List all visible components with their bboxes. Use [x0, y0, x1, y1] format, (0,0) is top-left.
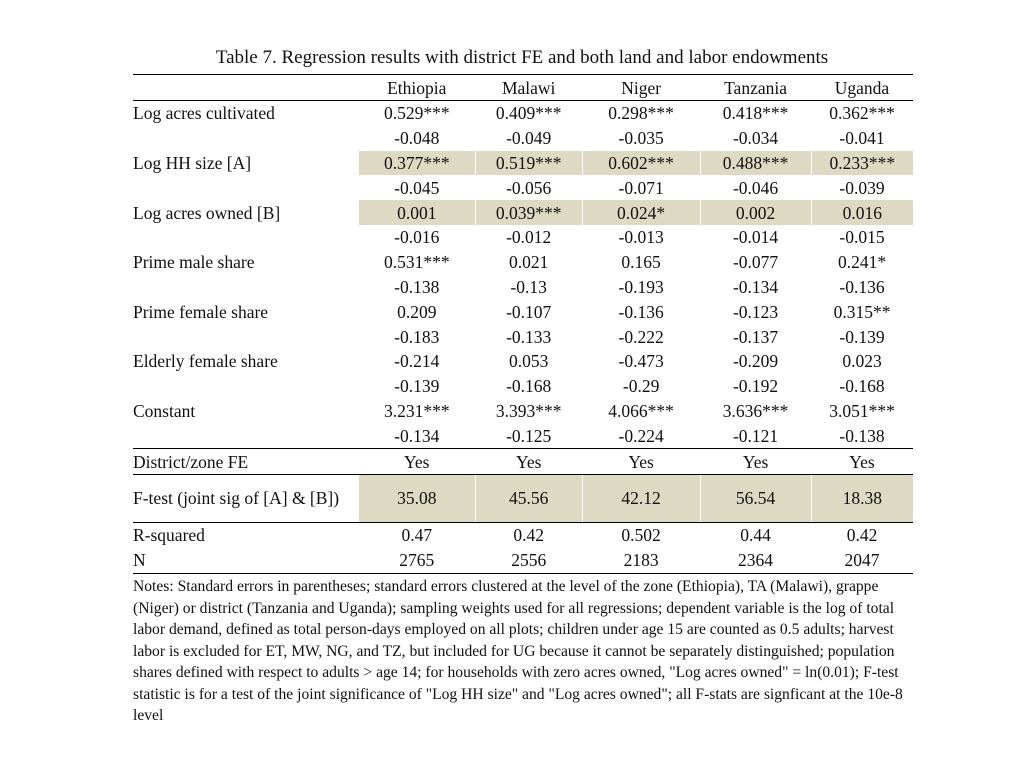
table-cell: -0.168: [506, 376, 552, 397]
table-cell: 0.315**: [833, 301, 891, 322]
table-cell: 0.47: [401, 525, 433, 546]
table-cell: -0.121: [700, 423, 811, 448]
table-cell: -0.071: [618, 177, 664, 198]
table-cell: -0.134: [732, 276, 779, 297]
table-cell: -0.046: [732, 177, 779, 198]
table-row: [133, 474, 913, 522]
table-cell: 0.44: [740, 525, 771, 546]
table-cell: 0.023: [842, 351, 882, 372]
table-cell: -0.224: [582, 423, 700, 448]
table-row: [133, 449, 913, 475]
table-cell: Yes: [358, 449, 475, 475]
table-cell: 3.636***: [722, 400, 789, 421]
table-cell: -0.056: [506, 177, 552, 198]
table-cell: 0.488***: [700, 151, 811, 176]
table-cell: -0.034: [732, 128, 779, 149]
table-row: [133, 349, 913, 374]
table-cell: 0.001: [358, 200, 475, 225]
table-cell: 2556: [475, 548, 582, 573]
header-stub: [133, 75, 358, 101]
table-cell: -0.183: [394, 326, 440, 347]
table-cell: -0.077: [732, 252, 779, 273]
table-cell: 3.393***: [495, 400, 562, 421]
row-label: [133, 423, 358, 448]
row-label: [133, 175, 358, 200]
table-cell: 2765: [358, 548, 475, 573]
table-row: [133, 126, 913, 151]
table-cell: 42.12: [582, 474, 700, 522]
table-cell: 0.602***: [582, 151, 700, 176]
table-cell: 0.42: [846, 525, 878, 546]
table-cell: 0.039***: [475, 200, 582, 225]
table-cell: 0.002: [700, 200, 811, 225]
table-cell: -0.107: [506, 301, 552, 322]
table-cell: -0.015: [839, 227, 885, 248]
table-cell: 2364: [700, 548, 811, 573]
table-cell: -0.139: [394, 376, 440, 397]
table-cell: 0.502: [621, 525, 661, 546]
table-cell: -0.136: [839, 276, 885, 297]
table-cell: -0.138: [811, 423, 913, 448]
column-header: Tanzania: [700, 75, 811, 101]
table-cell: 0.024*: [582, 200, 700, 225]
table-cell: -0.123: [732, 301, 779, 322]
table-cell: -0.214: [394, 351, 440, 372]
table-cell: -0.134: [358, 423, 475, 448]
table-cell: -0.045: [394, 177, 440, 198]
row-label: Log acres owned [B]: [133, 202, 281, 223]
table-cell: 56.54: [700, 474, 811, 522]
table-cell: 0.377***: [358, 151, 475, 176]
table-cell: 0.529***: [383, 103, 450, 124]
row-label: Log acres cultivated: [133, 103, 275, 124]
table-cell: 0.42: [513, 525, 544, 546]
table-title: Table 7. Regression results with district FE and both land and labor endowments: [215, 47, 829, 68]
table-cell: 0.053: [509, 351, 549, 372]
row-label: [133, 324, 358, 349]
row-label: Prime male share: [133, 252, 255, 273]
table-row: [133, 151, 913, 176]
table-cell: -0.041: [839, 128, 885, 149]
table-cell: -0.192: [732, 376, 779, 397]
column-header: Uganda: [811, 75, 913, 101]
table-row: [133, 548, 913, 573]
table-cell: -0.193: [618, 276, 664, 297]
table-row: [133, 399, 913, 424]
row-label: R-squared: [133, 525, 205, 546]
table-cell: Yes: [811, 449, 913, 475]
table-cell: -0.016: [394, 227, 440, 248]
table-cell: Yes: [475, 449, 582, 475]
header-row: [133, 75, 913, 101]
table-cell: -0.049: [506, 128, 552, 149]
row-label: [133, 225, 358, 250]
table-row: [133, 522, 913, 547]
row-label: Log HH size [A]: [133, 152, 252, 173]
table-cell: -0.222: [618, 326, 664, 347]
table-cell: 4.066***: [608, 400, 674, 421]
row-label: [133, 275, 358, 300]
table-row: [133, 275, 913, 300]
table-cell: 0.418***: [722, 103, 789, 124]
table-cell: 0.209: [397, 301, 437, 322]
table-cell: 0.519***: [475, 151, 582, 176]
table-cell: 0.165: [621, 252, 661, 273]
table-notes: Notes: Standard errors in parentheses; standard errors clustered at the level of the zone (Ethiopia), TA (Malawi), grappe (Niger) or district (Tanzania and Uganda); sampling weights used for all regressions; dependent variable is the log of total labor demand, defined as total person-days employed on all plots; children under age 15 are counted as 0.5 adults; harvest labor is excluded for ET, MW, NG, and TZ, but included for UG because it cannot be separately distinguished; population shares defined with respect to adults > age 14; for households with zero acres owned, "Log acres owned" = ln(0.01); F-test statistic is for a test of the joint significance of "Log HH size" and "Log acres owned"; all F-stats are signficant at the 10e-8 level: [133, 578, 903, 724]
table-cell: 45.56: [475, 474, 582, 522]
table-cell: -0.13: [510, 276, 547, 297]
column-header: Ethiopia: [358, 75, 475, 101]
table-cell: -0.209: [732, 351, 779, 372]
table-cell: -0.138: [394, 276, 440, 297]
row-label: Elderly female share: [133, 351, 278, 372]
table-cell: 0.298***: [608, 103, 674, 124]
table-cell: Yes: [582, 449, 700, 475]
table-cell: -0.29: [622, 376, 660, 397]
column-header: Malawi: [475, 75, 582, 101]
table-cell: 18.38: [811, 474, 913, 522]
row-label: Prime female share: [133, 301, 269, 322]
row-label: F-test (joint sig of [A] & [B]): [133, 474, 358, 522]
table-cell: 0.241*: [837, 252, 887, 273]
table-row: [133, 101, 913, 126]
table-cell: -0.133: [506, 326, 552, 347]
table-row: [133, 423, 913, 448]
table-cell: -0.125: [475, 423, 582, 448]
table-row: [133, 200, 913, 225]
table-cell: -0.048: [394, 128, 440, 149]
table-row: [133, 175, 913, 200]
table-row: [133, 225, 913, 250]
table-cell: 2047: [811, 548, 913, 573]
table-cell: 3.231***: [383, 400, 450, 421]
row-label: N: [133, 548, 358, 573]
table-cell: -0.473: [618, 351, 664, 372]
table-cell: -0.139: [839, 326, 885, 347]
table-cell: -0.035: [618, 128, 664, 149]
table-row: [133, 374, 913, 399]
table-row: [133, 250, 913, 275]
row-label: District/zone FE: [133, 449, 358, 475]
regression-table: [133, 74, 913, 574]
table-cell: 0.409***: [495, 103, 562, 124]
column-header: Niger: [582, 75, 700, 101]
table-cell: -0.039: [839, 177, 885, 198]
row-label: [133, 374, 358, 399]
table-cell: -0.168: [839, 376, 885, 397]
table-row: [133, 299, 913, 324]
row-label: Constant: [133, 400, 196, 421]
table-cell: -0.136: [618, 301, 664, 322]
table-cell: -0.012: [506, 227, 552, 248]
row-label: [133, 126, 358, 151]
table-cell: 0.016: [811, 200, 913, 225]
table-cell: 35.08: [358, 474, 475, 522]
table-cell: -0.014: [732, 227, 779, 248]
table-cell: 0.362***: [829, 103, 895, 124]
table-cell: 0.531***: [383, 252, 450, 273]
table-cell: Yes: [700, 449, 811, 475]
table-cell: 3.051***: [829, 400, 895, 421]
table-cell: 0.233***: [811, 151, 913, 176]
table-cell: 2183: [582, 548, 700, 573]
table-cell: 0.021: [509, 252, 549, 273]
table-cell: -0.013: [618, 227, 664, 248]
table-cell: -0.137: [732, 326, 779, 347]
table-row: [133, 324, 913, 349]
